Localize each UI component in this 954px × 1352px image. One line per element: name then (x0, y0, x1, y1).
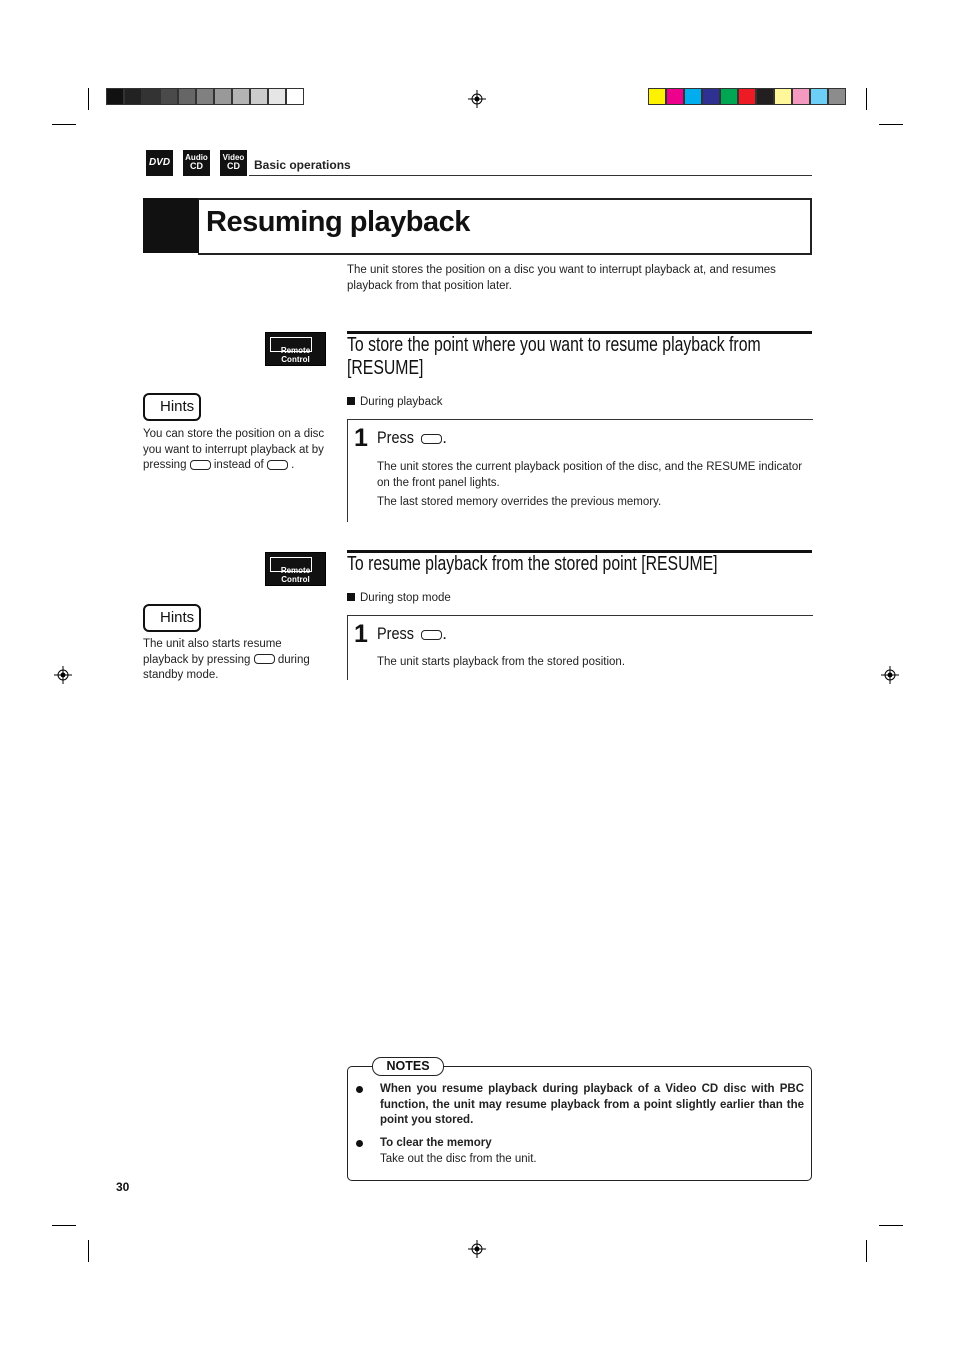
hint-text (143, 427, 328, 474)
note-bullet-icon (356, 1086, 363, 1093)
crop-mark (88, 1240, 89, 1262)
color-swatch (124, 88, 142, 105)
hint-text-b: during standby mode. (143, 653, 310, 681)
color-swatch (648, 88, 666, 105)
color-swatch (178, 88, 196, 105)
intro-text: The unit stores the position on a disc you want to interrupt playback at, and resumes playback from that position later. (347, 264, 776, 292)
video-cd-icon (220, 150, 247, 176)
press-period: . (442, 428, 447, 447)
condition-label: During playback (360, 396, 443, 408)
color-swatch (666, 88, 684, 105)
stop-button-icon (267, 460, 288, 470)
color-swatch (196, 88, 214, 105)
condition-label: During stop mode (360, 592, 451, 604)
color-swatch (774, 88, 792, 105)
hint-text (143, 637, 323, 684)
remote-label: Remote Control (280, 566, 311, 584)
badge-line: Audio (185, 153, 208, 162)
color-swatch (756, 88, 774, 105)
standby-button-icon (190, 460, 211, 470)
color-swatch (232, 88, 250, 105)
square-bullet-icon (347, 397, 355, 405)
press-label: Press (377, 428, 414, 447)
remote-control-icon (265, 552, 326, 586)
stop-button-icon (421, 434, 442, 444)
audio-cd-icon (183, 150, 210, 176)
notes-label: NOTES (372, 1057, 444, 1076)
section-heading-text: To store the point where you want to resume playback from [RESUME] (347, 334, 761, 379)
hints-label: Hints (160, 398, 195, 415)
note-text: Take out the disc from the unit. (380, 1153, 537, 1165)
crop-mark (866, 88, 867, 110)
section-label: Basic operations (254, 158, 351, 172)
color-swatch (684, 88, 702, 105)
hints-icon (143, 604, 201, 632)
step-box (347, 615, 813, 680)
crop-mark (52, 1225, 76, 1226)
registration-mark-icon (881, 666, 899, 684)
title-block (143, 198, 199, 253)
color-swatch (160, 88, 178, 105)
color-swatch (142, 88, 160, 105)
page-number: 30 (116, 1180, 130, 1194)
hint-text-a: You can store the position on a disc you want to interrupt playback at by pressing (143, 428, 325, 471)
registration-mark-icon (468, 90, 486, 108)
crop-mark (88, 88, 89, 110)
step-text: The unit stores the current playback position of the disc, and the RESUME indicator on the front panel lights. (377, 461, 803, 489)
badge-line: CD (227, 161, 240, 171)
badge-line: Video (222, 153, 245, 162)
color-swatch (250, 88, 268, 105)
remote-control-icon (265, 332, 326, 366)
step-text: The last stored memory overrides the previous memory. (377, 496, 662, 508)
note-title: To clear the memory (380, 1137, 492, 1149)
dvd-icon: DVD (146, 150, 173, 176)
step-box (347, 419, 813, 522)
remote-label: Remote Control (280, 346, 311, 364)
color-swatch (214, 88, 232, 105)
section-heading (347, 334, 817, 382)
header-rule (249, 175, 812, 176)
color-swatch (702, 88, 720, 105)
color-swatch (720, 88, 738, 105)
hint-text-b: instead of (213, 459, 264, 471)
hints-label: Hints (160, 609, 195, 626)
hint-text-c: . (291, 459, 295, 471)
hint-text-a: The unit also starts resume playback by pressing (143, 638, 282, 666)
step-number: 1 (354, 424, 368, 452)
color-swatch (828, 88, 846, 105)
registration-mark-icon (468, 1240, 486, 1258)
section-heading (347, 553, 817, 579)
step-text: The unit starts playback from the stored position. (377, 656, 626, 668)
color-swatch (106, 88, 124, 105)
crop-mark (879, 1225, 903, 1226)
crop-mark (52, 124, 76, 125)
color-swatch (286, 88, 304, 105)
registration-mark-icon (54, 666, 72, 684)
condition (347, 592, 451, 604)
color-swatch (810, 88, 828, 105)
section-heading-text: To resume playback from the stored point [RESUME] (347, 553, 718, 575)
color-swatch (738, 88, 756, 105)
square-bullet-icon (347, 593, 355, 601)
crop-mark (866, 1240, 867, 1262)
stop-button-icon (421, 630, 442, 640)
page-title: Resuming playback (206, 206, 470, 238)
crop-mark (879, 124, 903, 125)
note-bullet-icon (356, 1140, 363, 1147)
press-label: Press (377, 624, 414, 643)
stop-button-icon (254, 654, 275, 664)
hints-icon (143, 393, 201, 421)
press-instruction (377, 624, 447, 644)
press-period: . (442, 624, 447, 643)
condition (347, 396, 442, 408)
note-text: When you resume playback during playback of a Video CD disc with PBC function, the unit may resume playback from a point slightly earlier than the point you stored. (380, 1083, 804, 1126)
color-swatch (268, 88, 286, 105)
badge-line: CD (190, 161, 203, 171)
step-number: 1 (354, 620, 368, 648)
press-instruction (377, 428, 447, 448)
color-swatch (792, 88, 810, 105)
